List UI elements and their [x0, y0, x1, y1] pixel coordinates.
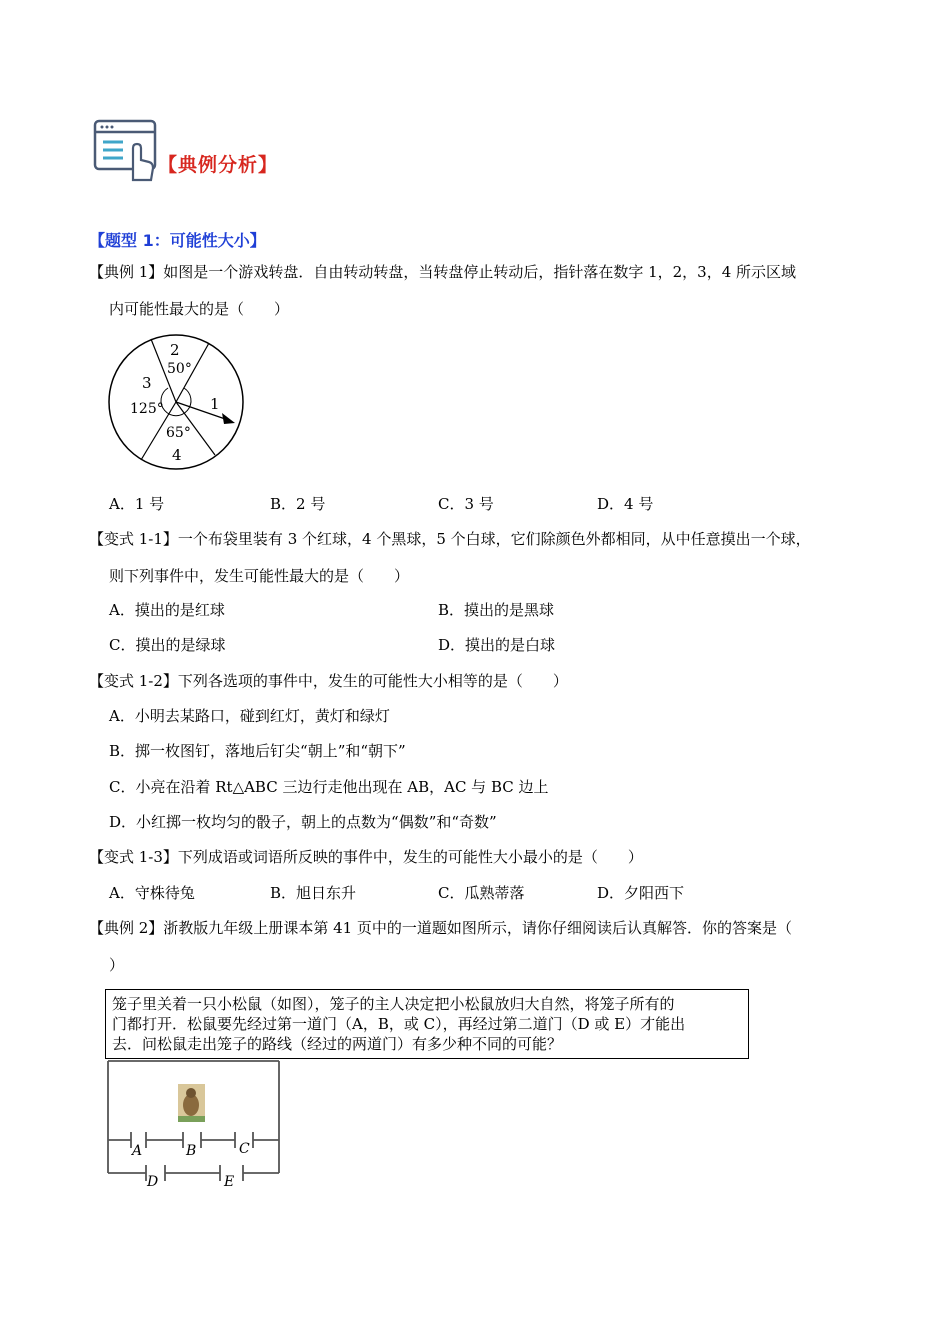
spinner-label-3: 3: [142, 374, 152, 392]
variant11-option-d[interactable]: D．摸出的是白球: [438, 636, 556, 654]
spinner-angle-3: 125°: [130, 401, 164, 417]
gate-label-e: E: [224, 1174, 235, 1190]
squirrel-image: [178, 1084, 205, 1122]
variant13-option-a[interactable]: A．守株待兔: [109, 884, 195, 902]
banner-title: 【典例分析】: [158, 154, 279, 176]
example1-option-d[interactable]: D．4 号: [597, 495, 654, 513]
example1-option-a[interactable]: A．1 号: [109, 495, 165, 513]
variant11-text-1: 【变式 1-1】一个布袋里装有 3 个红球，4 个黑球，5 个白球，它们除颜色外都相同，从中任意摸出一个球，: [89, 530, 811, 548]
click-menu-icon: [93, 118, 159, 186]
variant12-option-a[interactable]: A．小明去某路口，碰到红灯，黄灯和绿灯: [109, 707, 390, 725]
example2-text-1: 【典例 2】浙教版九年级上册课本第 41 页中的一道题如图所示，请你仔细阅读后认真解答．你的答案是（: [89, 919, 792, 937]
variant12-option-c[interactable]: C．小亮在沿着 Rt△ABC 三边行走他出现在 AB，AC 与 BC 边上: [109, 778, 549, 796]
example1-option-c[interactable]: C．3 号: [438, 495, 494, 513]
variant13-text-1: 【变式 1-3】下列成语或词语所反映的事件中，发生的可能性大小最小的是（ ）: [89, 848, 643, 866]
section-title: 【题型 1：可能性大小】: [89, 231, 266, 250]
variant11-option-b[interactable]: B．摸出的是黑球: [438, 601, 555, 619]
variant13-option-c[interactable]: C．瓜熟蒂落: [438, 884, 525, 902]
gate-label-d: D: [147, 1174, 159, 1190]
variant12-option-b[interactable]: B．掷一枚图钉，落地后钉尖“朝上”和“朝下”: [109, 742, 406, 760]
problem-box: [105, 989, 749, 1059]
problem-line-2: 门都打开．松鼠要先经过第一道门（A，B，或 C），再经过第二道门（D 或 E）才能出: [112, 1015, 686, 1033]
variant11-option-a[interactable]: A．摸出的是红球: [109, 601, 225, 619]
example1-option-b[interactable]: B．2 号: [270, 495, 326, 513]
spinner-label-4: 4: [172, 446, 182, 464]
spinner-label-1: 1: [210, 395, 220, 413]
variant11-option-c[interactable]: C．摸出的是绿球: [109, 636, 226, 654]
spinner-label-2: 2: [170, 341, 180, 359]
variant12-option-d[interactable]: D．小红掷一枚均匀的骰子，朝上的点数为“偶数”和“奇数”: [109, 813, 497, 831]
banner-icon: [93, 118, 159, 186]
spinner-figure: [105, 333, 250, 473]
gate-label-c: C: [239, 1141, 250, 1157]
example1-text-2: 内可能性最大的是（ ）: [109, 300, 290, 318]
variant11-text-2: 则下列事件中，发生可能性最大的是（ ）: [109, 567, 410, 585]
variant13-option-b[interactable]: B．旭日东升: [270, 884, 357, 902]
gate-label-b: B: [186, 1143, 197, 1159]
variant13-option-d[interactable]: D．夕阳西下: [597, 884, 685, 902]
example1-text-1: 【典例 1】如图是一个游戏转盘．自由转动转盘，当转盘停止转动后，指针落在数字 1，2，3，4 所示区域: [89, 263, 797, 281]
cage-diagram: [105, 1060, 285, 1192]
spinner-angle-2: 50°: [167, 361, 192, 377]
problem-line-1: 笼子里关着一只小松鼠（如图），笼子的主人决定把小松鼠放归大自然，将笼子所有的: [112, 995, 675, 1013]
spinner-angle-4: 65°: [166, 425, 191, 441]
problem-line-3: 去．问松鼠走出笼子的路线（经过的两道门）有多少种不同的可能？: [112, 1035, 563, 1053]
variant12-text-1: 【变式 1-2】下列各选项的事件中，发生的可能性大小相等的是（ ）: [89, 672, 568, 690]
example2-text-2: ）: [109, 956, 125, 974]
gate-label-a: A: [132, 1143, 143, 1159]
